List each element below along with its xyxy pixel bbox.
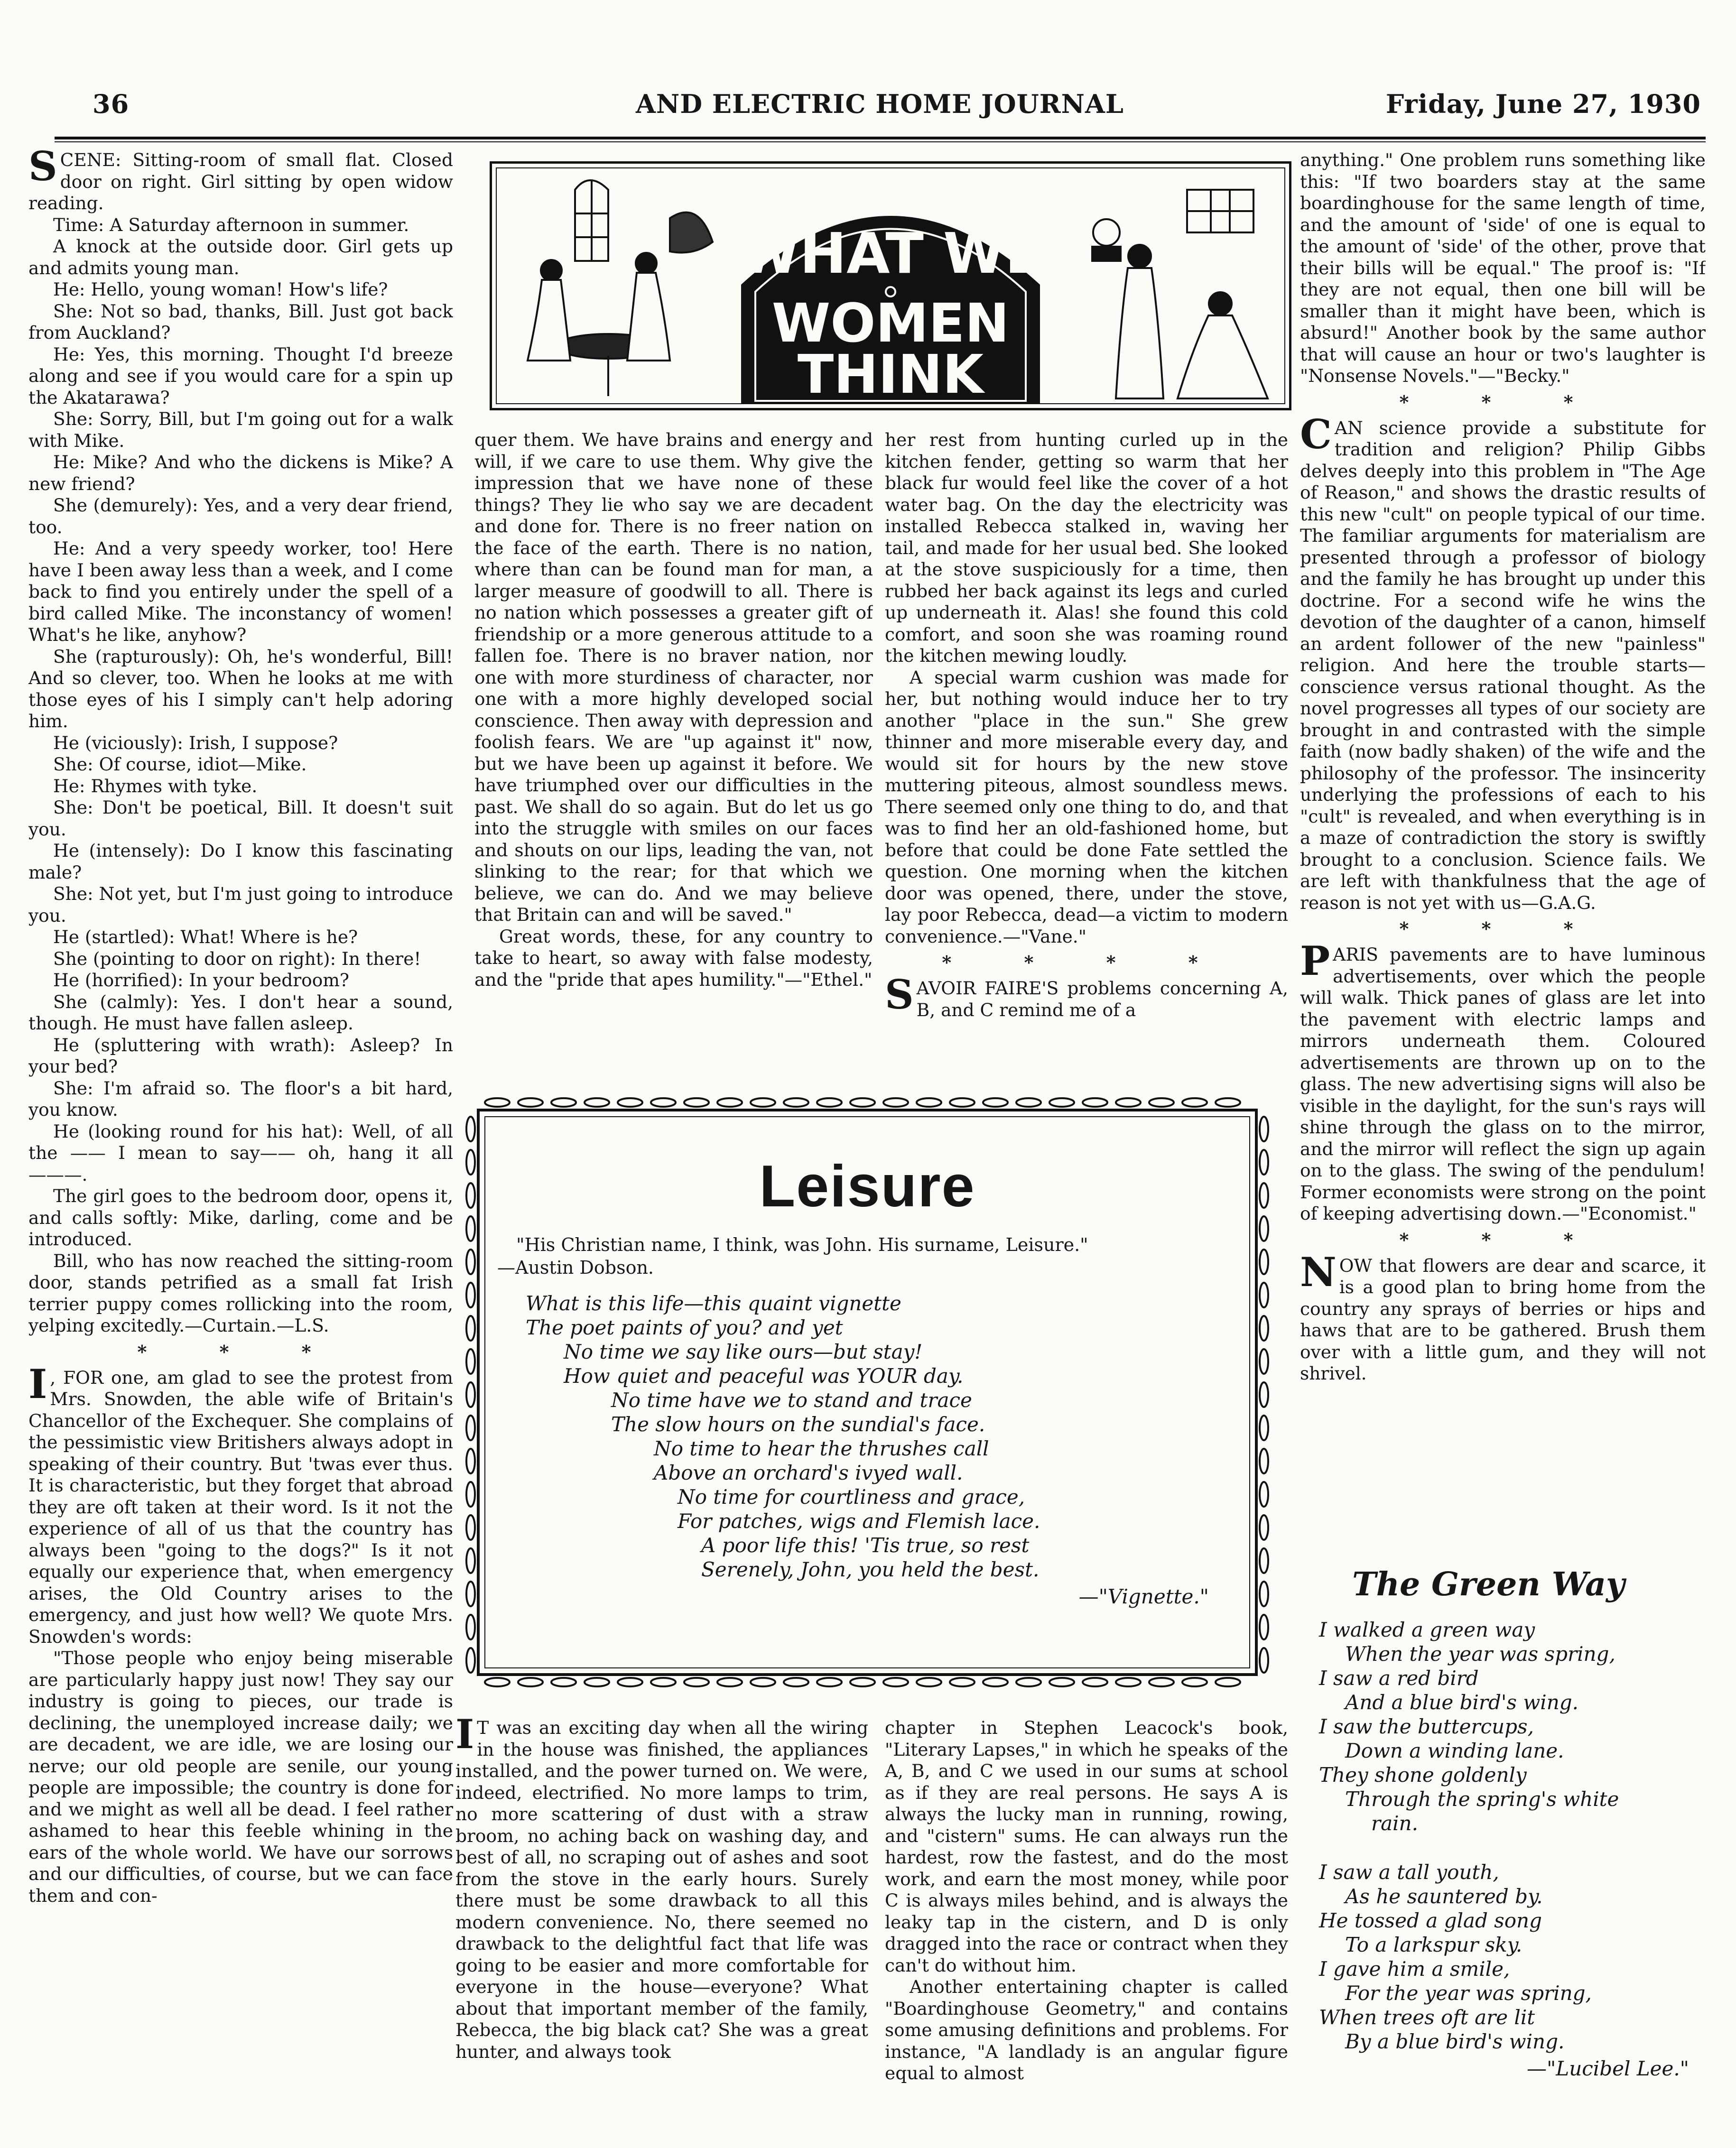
verse-line: No time for courtliness and grace, <box>678 1485 1025 1509</box>
dialogue-line: She (pointing to door on right): In there! <box>53 948 421 969</box>
becky-paragraph: anything." One problem runs something like this: "If two boarders stay at the same boardinghouse for the same length of time, and the amount of 'side' of one is equal to the amount of 'side' of the other, prove that their bills will be equal." The proof is: "If they are not equal, then one bill will be smaller than it might have been, which is absurd!" Another book by the same author that will cause an hour or two's laughter is "Nonsense Novels."—"Becky." <box>1300 149 1706 386</box>
verse-line: No time to hear the thrushes call <box>654 1437 989 1460</box>
verse-line: And a blue bird's wing. <box>1345 1691 1578 1714</box>
rebecca-continued: her rest from hunting curled up in the kitchen fender, getting so warm that her black fur would feel like the cover of a hot water bag. On the day the electricity was installed Rebecca stalked in, waving her tail, and made for her usual bed. She looked at the stove suspiciously for a time, then rubbed her back against its legs and curled up underneath it. Alas! she found this cold comfort, and soon she was roaming round the kitchen mewing loudly. <box>885 429 1288 666</box>
banner-line-1: WHAT WE <box>738 221 1043 286</box>
banner-line-2: WOMEN <box>771 293 1010 354</box>
column-2-upper <box>474 429 873 1063</box>
dialogue-line: He: Yes, this morning. Thought I'd breeze along and see if you would care for a spin up the Akatarawa? <box>28 343 453 408</box>
flowers-paragraph: NOW that flowers are dear and scarce, it is a good plan to bring home from the country any sprays of berries or hips and haws that are to be gathered. Brush them over with a little gum, and they will not shrivel. <box>1300 1248 1706 1384</box>
drop-cap: P <box>1300 937 1330 984</box>
issue-date: Friday, June 27, 1930 <box>1385 89 1701 119</box>
column-2-lower <box>455 1717 868 2125</box>
paris-paragraph: PARIS pavements are to have luminous advertisements, over which the people will walk. Thick panes of glass are let into the pavement with electric lamps and mirrors underneath them. Coloured advertisements are thrown up on to the glass. The new advertising signs will also be visible in the daylight, for the sun's rays will shine through the glass on to the mirror, and the mirror will reflect the sign up again on to the glass. The swing of the pendulum! Former economists were strong on the point of keeping advertising down.—"Economist." <box>1300 937 1706 1224</box>
dialogue-line: He (horrified): In your bedroom? <box>53 970 350 991</box>
dialogue-line: She (rapturously): Oh, he's wonderful, Bill! And so clever, too. When he looks at me with those eyes of his I simply can't help adoring him. <box>28 646 453 731</box>
verse-line: They shone goldenly <box>1319 1763 1527 1787</box>
verse-line: He tossed a glad song <box>1319 1909 1542 1932</box>
leisure-signature: —"Vignette." <box>1078 1585 1209 1608</box>
scene-paragraph: SCENE: Sitting-room of small flat. Closed door on right. Girl sitting by open widow reading. <box>28 149 453 213</box>
dialogue-line: He (startled): What! Where is he? <box>53 926 358 947</box>
green-way-title: The Green Way <box>1352 1565 1625 1603</box>
verse-line: I saw the buttercups, <box>1319 1715 1534 1738</box>
verse-line: When the year was spring, <box>1345 1642 1615 1666</box>
verse-line: For patches, wigs and Flemish lace. <box>678 1509 1040 1533</box>
leisure-title: Leisure <box>759 1154 975 1219</box>
dialogue-line: He (spluttering with wrath): Asleep? In your bed? <box>28 1034 453 1077</box>
verse-line: I saw a red bird <box>1319 1667 1479 1690</box>
column-3-upper <box>885 429 1288 1091</box>
drop-cap: I <box>455 1717 474 1758</box>
section-stars: * * * <box>1399 918 1606 939</box>
leisure-verse <box>497 1291 1237 1582</box>
leisure-content <box>497 1134 1237 1651</box>
boardinghouse-paragraph: Another entertaining chapter is called "Boardinghouse Geometry," and contains some amusing definitions and problems. For instance, "A landlady is an angular figure equal to almost <box>885 1976 1288 2083</box>
section-stars: * * * <box>1399 391 1606 413</box>
green-way-signature: —"Lucibel Lee." <box>1526 2057 1689 2080</box>
dialogue-line: Bill, who has now reached the sitting-room door, stands petrified as a small fat Irish terrier puppy comes rollicking into the room, yelping excitedly.—Curtain.—L.S. <box>28 1250 453 1336</box>
verse-line: Through the spring's white <box>1345 1787 1619 1811</box>
leisure-epigraph: "His Christian name, I think, was John. His surname, Leisure." <box>516 1234 1088 1255</box>
verse-line: How quiet and peaceful was YOUR day. <box>564 1364 964 1388</box>
journal-title: AND ELECTRIC HOME JOURNAL <box>636 89 1124 119</box>
dialogue-list <box>28 214 453 1337</box>
snowden-quote: "Those people who enjoy being miserable are particularly happy just now! They say our industry is going to pieces, our trade is declining, the unemployed increase daily; we are decadent, we are idle, we are losing our nerve; our old people are senile, our young people are impossible; the country is done for and we might as well all be dead. I feel rather ashamed to hear this feeble whining in the ears of the whole world. We have our sorrows and our difficulties, of course, but we can face them and con- <box>28 1648 453 1906</box>
age-of-reason-paragraph: CAN science provide a substitute for tradition and religion? Philip Gibbs delves deeply into this problem in "The Age of Reason," and shows the drastic results of this new "cult" on people typical of our time. The familiar arguments for materialism are presented through a professor of biology and the family he has brought up under this doctrine. For a second wife he wins the devotion of the daughter of a canon, himself an ardent follower of the new "painless" religion. And here the trouble starts—conscience versus rational thought. As the novel progresses all types of our society are brought in and contrasted with the simple faith (now badly shaken) of the wife and the philosophy of the professor. The insincerity underlying the professions of each to his "cult" is revealed, and when everything is in a maze of contradiction the story is swiftly brought to a conclusion. Science fails. We are left with thankfulness that the age of reason is not yet with us—G.A.G. <box>1300 410 1706 913</box>
verse-line: The slow hours on the sundial's face. <box>611 1413 985 1436</box>
dialogue-line: She: Of course, idiot—Mike. <box>53 754 307 775</box>
verse-line: For the year was spring, <box>1345 1981 1592 2005</box>
column-3-lower <box>885 1717 1288 2125</box>
leisure-poem-box <box>464 1096 1271 1689</box>
dialogue-line: He: Mike? And who the dickens is Mike? A new friend? <box>28 452 453 494</box>
verse-line: To a larkspur sky. <box>1345 1933 1522 1956</box>
dialogue-line: She (demurely): Yes, and a very dear friend, too. <box>28 495 453 537</box>
column-1 <box>28 149 453 2142</box>
dialogue-line: He: And a very speedy worker, too! Here have I been away less than a week, and I come back to find you entirely under the spell of a bird called Mike. The inconstancy of women! What's he like, anyhow? <box>28 538 453 645</box>
verse-line: What is this life—this quaint vignette <box>526 1292 901 1315</box>
verse-line: I gave him a smile, <box>1319 1957 1510 1981</box>
dialogue-line: She (calmly): Yes. I don't hear a sound, though. He must have fallen asleep. <box>28 991 453 1034</box>
dialogue-line: He: Rhymes with tyke. <box>53 775 258 796</box>
dialogue-line: She: Not so bad, thanks, Bill. Just got back from Auckland? <box>28 300 453 343</box>
verse-line: Serenely, John, you held the best. <box>701 1558 1040 1581</box>
dialogue-line: She: I'm afraid so. The floor's a bit hard, you know. <box>28 1077 453 1120</box>
drop-cap: S <box>28 149 57 190</box>
verse-line: A poor life this! 'Tis true, so rest <box>701 1534 1030 1557</box>
green-way-poem <box>1309 1565 1717 2116</box>
header-rule-thin <box>55 141 1706 142</box>
ethel-paragraph: I , FOR one, am glad to see the protest from Mrs. Snowden, the able wife of Britain's Chancellor of the Exchequer. She complains of the pessimistic view Britishers always adopt in speaking of their country. But 'twas ever thus. It is characteristic, but they forget that abroad they are oft taken at their word. Is it not the experience of all of us that the country has always been "going to the dogs?" Is it not equally our experience that, when emergency arises, the Old Country arises to the emergency, and just how well? We quote Mrs. Snowden's words: <box>28 1360 453 1647</box>
green-way-stanza-2 <box>1309 1860 1717 2054</box>
electric-home-paragraph: I T was an exciting day when all the wiring in the house was finished, the appliances installed, and the power turned on. We were, indeed, electrified. No more lamps to trim, no more scattering of dust with a straw broom, no aching back on washing day, and best of all, no scraping out of ashes and soot from the stove in the early hours. Surely there must be some drawback to all this modern convenience. No, there seemed no drawback to the delightful fact that life was going to be easier and more comfortable for everyone in the house—everyone? What about that important member of the family, Rebecca, the big black cat? She was a great hunter, and always took <box>455 1717 868 2062</box>
section-stars: * * * <box>1399 1229 1606 1250</box>
verse-line: Down a winding lane. <box>1345 1739 1564 1762</box>
dialogue-line: She: Not yet, but I'm just going to introduce you. <box>28 883 453 926</box>
section-stars: * * * * <box>942 952 1231 973</box>
ethel-closing: Great words, these, for any country to take to heart, so away with false modesty, and the "pride that apes humility."—"Ethel." <box>474 926 873 990</box>
verse-line: I walked a green way <box>1319 1618 1535 1641</box>
what-we-women-think-banner <box>490 161 1291 410</box>
verse-line: The poet paints of you? and yet <box>526 1316 843 1339</box>
dialogue-line: She: Don't be poetical, Bill. It doesn't suit you. <box>28 797 453 840</box>
verse-line: Above an orchard's ivyed wall. <box>654 1461 963 1484</box>
page-header <box>93 83 1701 135</box>
column-4 <box>1300 149 1706 1563</box>
dialogue-line: He: Hello, young woman! How's life? <box>53 279 388 300</box>
dialogue-line: He (looking round for his hat): Well, of all the —— I mean to say—— oh, hang it all ———. <box>28 1120 453 1185</box>
verse-line: I saw a tall youth, <box>1319 1861 1499 1884</box>
leacock-paragraph: chapter in Stephen Leacock's book, "Literary Lapses," in which he speaks of the A, B, and C we used in our sums at school as if they are real persons. He says A is always the lucky man in running, rowing, and "cistern" sums. He can always run the hardest, row the fastest, and do the most work, and earn the most money, while poor C is always miles behind, and is always the leaky tap in the cistern, and D is only dragged into the race or contract when they can't do without him. <box>885 1717 1288 1976</box>
ethel-continued: quer them. We have brains and energy and will, if we care to use them. Why give the impression that we have none of these things? They lie who say we are decadent and done for. There is no freer nation on the face of the earth. There is no nation, where than can be found man for man, a larger measure of goodwill to all. There is no nation which possesses a greater gift of friendship or a more generous attitude to a fallen foe. There is no braver nation, nor one with more sturdiness of character, nor one with a more highly developed social conscience. Then away with depression and foolish fears. We are "up against it" now, but we have been up against it before. We have triumphed over our difficulties in the past. We shall do so again. But do let us go into the struggle with smiles on our faces and shouts on our lips, leading the van, not slinking to the rear; for that which we believe, we can do. And we may believe that Britain can and will be saved." <box>474 429 873 925</box>
verse-line: No time have we to stand and trace <box>611 1389 972 1412</box>
savoir-faire-paragraph: SAVOIR FAIRE'S problems concerning A, B, and C remind me of a <box>885 971 1288 1020</box>
drop-cap: C <box>1300 410 1332 458</box>
verse-line: When trees oft are lit <box>1319 2006 1535 2029</box>
drop-cap: S <box>885 971 914 1018</box>
banner-line-3: THINK <box>797 344 984 406</box>
verse-line: rain. <box>1371 1812 1418 1835</box>
rebecca-ending: A special warm cushion was made for her, but nothing would induce her to try another "place in the sun." She grew thinner and more miserable every day, and would sit for hours by the new stove muttering piteous, almost soundless mews. There seemed only one thing to do, and that was to find her an old-fashioned home, but before that could be done Fate settled the question. One morning when the kitchen door was opened, there, under the stove, lay poor Rebecca, dead—a victim to modern convenience.—"Vane." <box>885 667 1288 947</box>
section-stars: * * * <box>137 1341 344 1362</box>
green-way-stanza-1 <box>1309 1618 1717 1835</box>
dialogue-line: He (intensely): Do I know this fascinating male? <box>28 840 453 883</box>
dialogue-line: He (viciously): Irish, I suppose? <box>53 732 338 753</box>
header-rule <box>55 137 1706 139</box>
dialogue-line: She: Sorry, Bill, but I'm going out for a walk with Mike. <box>28 408 453 451</box>
verse-line: As he sauntered by. <box>1345 1885 1543 1908</box>
drop-cap: N <box>1300 1248 1337 1296</box>
verse-line: By a blue bird's wing. <box>1345 2030 1565 2053</box>
page-number: 36 <box>93 89 130 119</box>
verse-line: No time we say like ours—but stay! <box>564 1340 923 1363</box>
dialogue-line: Time: A Saturday afternoon in summer. <box>53 214 409 235</box>
dialogue-line: The girl goes to the bedroom door, opens it, and calls softly: Mike, darling, come and be introduced. <box>28 1185 453 1250</box>
leisure-epigraph-attribution: —Austin Dobson. <box>497 1257 654 1278</box>
drop-cap: I <box>28 1360 47 1407</box>
dialogue-line: A knock at the outside door. Girl gets up and admits young man. <box>28 236 453 278</box>
